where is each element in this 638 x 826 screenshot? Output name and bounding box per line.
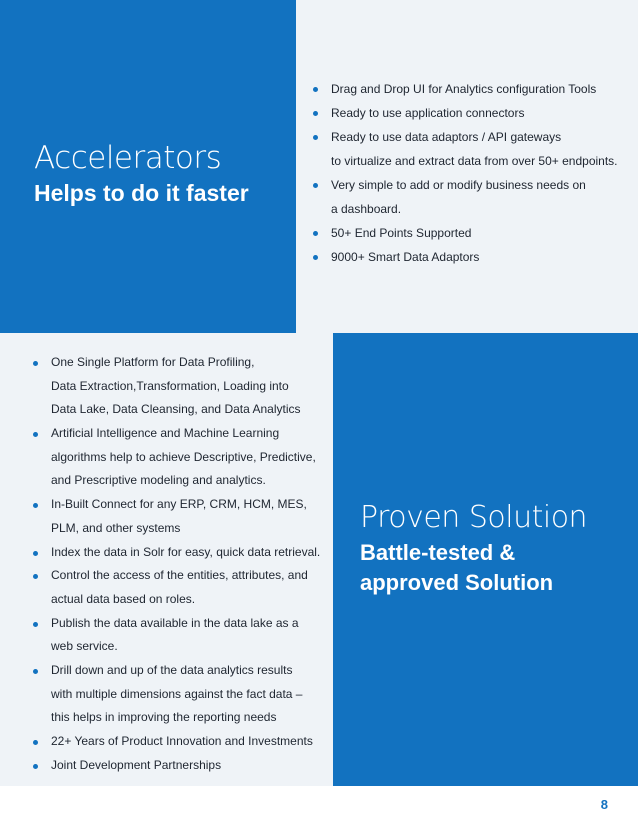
bullet-continuation: this helps in improving the reporting needs (51, 710, 277, 725)
proven-subtitle-line2: approved Solution (360, 570, 554, 595)
bullet-continuation: actual data based on roles. (51, 591, 196, 606)
bullet-continuation: algorithms help to achieve Descriptive, Predictive, (51, 449, 316, 464)
proven-bullet-list (51, 351, 320, 777)
bullet-item: Publish the data available in the data lake as a (51, 612, 320, 636)
proven-title: Proven Solution (360, 500, 588, 535)
bullet-item: Very simple to add or modify business needs on (331, 173, 618, 197)
bullet-continuation: a dashboard. (331, 202, 402, 216)
accelerators-subtitle: Helps to do it faster (34, 180, 249, 206)
proven-subtitle-line1: Battle-tested & (360, 540, 516, 565)
accelerators-title: Accelerators (34, 140, 222, 176)
bullet-continuation: with multiple dimensions against the fact data – (51, 686, 303, 701)
bullet-continuation: PLM, and other systems (51, 520, 181, 535)
bullet-item: Drag and Drop UI for Analytics configuration Tools (331, 77, 618, 101)
bullet-item: 50+ End Points Supported (331, 221, 618, 245)
bullet-item: Artificial Intelligence and Machine Learning (51, 422, 320, 446)
bullet-continuation: to virtualize and extract data from over 50+ endpoints. (331, 154, 618, 168)
bullet-item: 22+ Years of Product Innovation and Investments (51, 730, 320, 754)
accelerators-bullet-list (331, 77, 618, 269)
bullet-item: Index the data in Solr for easy, quick data retrieval. (51, 541, 320, 565)
bullet-item: Ready to use data adaptors / API gateways (331, 125, 618, 149)
bullet-item: 9000+ Smart Data Adaptors (331, 245, 618, 269)
accelerators-heading-panel (0, 0, 296, 333)
bullet-item: Ready to use application connectors (331, 101, 618, 125)
bullet-continuation: Data Extraction,Transformation, Loading into (51, 378, 289, 393)
bullet-continuation: and Prescriptive modeling and analytics. (51, 473, 266, 488)
bullet-item: Joint Development Partnerships (51, 754, 320, 778)
bullet-item: In-Built Connect for any ERP, CRM, HCM, MES, (51, 493, 320, 517)
page-number: 8 (600, 797, 608, 812)
bullet-continuation: web service. (51, 639, 118, 654)
bullet-item: One Single Platform for Data Profiling, (51, 351, 320, 375)
bullet-continuation: Data Lake, Data Cleansing, and Data Analytics (51, 402, 301, 417)
bullet-item: Control the access of the entities, attributes, and (51, 564, 320, 588)
bullet-item: Drill down and up of the data analytics results (51, 659, 320, 683)
